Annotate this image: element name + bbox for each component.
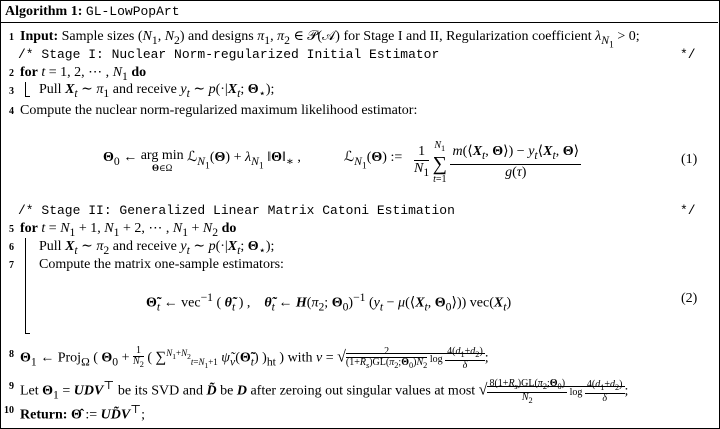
loop-bar (25, 82, 26, 96)
pull-line-1: Pull $X_t$ ∼ $\pi_1$ and receive $y_t$ ∼ $p(\cdot|X_t$; $\Theta_⋆$); (39, 82, 275, 100)
line-number: 8 (9, 349, 14, 360)
loop-bar (25, 238, 26, 333)
for-keyword: for (20, 65, 38, 80)
for-loop-2: for $t = N_1 + 1$, $N_1 + 2$, ⋯ , $N_1 + N_2$ do (20, 221, 237, 239)
equation-2: $\Thetã_t$ ← vec$^{-1}$ ( $\thetã_t$ ) , $\thetã_t$ ← $H(\pi_2$; $\Theta_0)^{-1}$ ($y_t$ − $\mu(⟨X_t$, $\Theta_0⟩$)) $vec(X_t)$ (146, 291, 512, 314)
do-keyword: do (131, 65, 147, 80)
input-keyword: Input: (20, 29, 59, 44)
loop-bar-end (25, 96, 30, 97)
line-number: 6 (9, 242, 14, 253)
loss-fraction: $\frac{1}{N_1}$ $N_1$ ∑ t=1 $\frac{m(⟨X_t, \Theta⟩) - y_t⟨X_t, \Theta⟩}{g(\tau)}$ (414, 140, 580, 185)
equation-2-number: (2) (681, 291, 698, 306)
line-number: 2 (9, 68, 14, 79)
pull-line-2: Pull $X_t$ ∼ $\pi_2$ and receive $y_t$ ∼ $p(\cdot|X_t$; $\Theta_⋆$); (39, 239, 275, 257)
projection-line: $\Theta_1$ ← Proj$_\Omega$ ( $\Theta_0$ + $\frac{1}{N_2}$ ( ∑$^{N_1+N_2}_{t=N_1+1}$ $\psĩ_\nu(\Thetã_t)$ )$_{ht}$ ) with ν = √ $\frac{2}{(1+R_s)GL(\pi_2;\Theta_0)N_2}$ log $\frac{4(d_1+d_2)}{\delta}$ ; (20, 345, 489, 372)
algorithm-name: GL-LowPopArt (85, 4, 180, 19)
compute-estimators-line: Compute the matrix one-sample estimators: (39, 257, 284, 272)
compute-mle-line: Compute the nuclear norm-regularized maximum likelihood estimator: (20, 103, 418, 118)
return-keyword: Return: (20, 407, 68, 423)
comment-end: */ (680, 47, 696, 62)
loop-bar-end (25, 333, 30, 334)
return-line: Return: Θ̂ := UD̃V⊤; (20, 403, 146, 423)
equation-1-number: (1) (681, 152, 698, 167)
loss-definition: ℒ$_{N_1}$(Θ) := (344, 150, 403, 172)
line-number: 1 (9, 32, 14, 43)
stage-2-comment: /* Stage II: Generalized Linear Matrix Catoni Estimation (18, 203, 455, 218)
comment-end: */ (680, 203, 696, 218)
line-number: 5 (9, 224, 14, 235)
do-keyword: do (221, 221, 237, 236)
line-number: 10 (4, 405, 14, 416)
line-number: 7 (9, 260, 14, 271)
line-number: 9 (9, 381, 14, 392)
svd-line: Let $\Theta_1 = UDV^⊤$ be its SVD and D̃ be D after zeroing out singular values at most √ $\frac{8(1+R_s)GL(\pi_2;\Theta_0)}{N_2}$ log $\frac{4(d_1+d_2)}{\delta}$ ; (20, 377, 629, 405)
algorithm-label: Algorithm 1: (5, 4, 83, 19)
for-loop-1: for t = 1, 2, ⋯ , $N_1$ do (20, 65, 147, 83)
header-rule (0, 22, 718, 23)
stage-1-comment: /* Stage I: Nuclear Norm-regularized Initial Estimator (18, 47, 440, 62)
line-number: 3 (9, 86, 14, 97)
input-line: Input: Sample sizes ($N_1$, $N_2$) and designs $\pi_1$, $\pi_2$ ∈ 𝒫(𝒜) for Stage I and II, Regularization coefficient $\lambda_{N_1} > 0$; (20, 29, 640, 51)
equation-1: $\Theta_0$ ← arg min Θ∈Ω ℒ$_{N_1}$(Θ) + $\lambda_{N_1}$ $‖\Theta‖_∗$ , (103, 148, 301, 173)
algorithm-header (5, 4, 180, 20)
line-number: 4 (9, 106, 14, 117)
for-keyword: for (20, 221, 38, 236)
